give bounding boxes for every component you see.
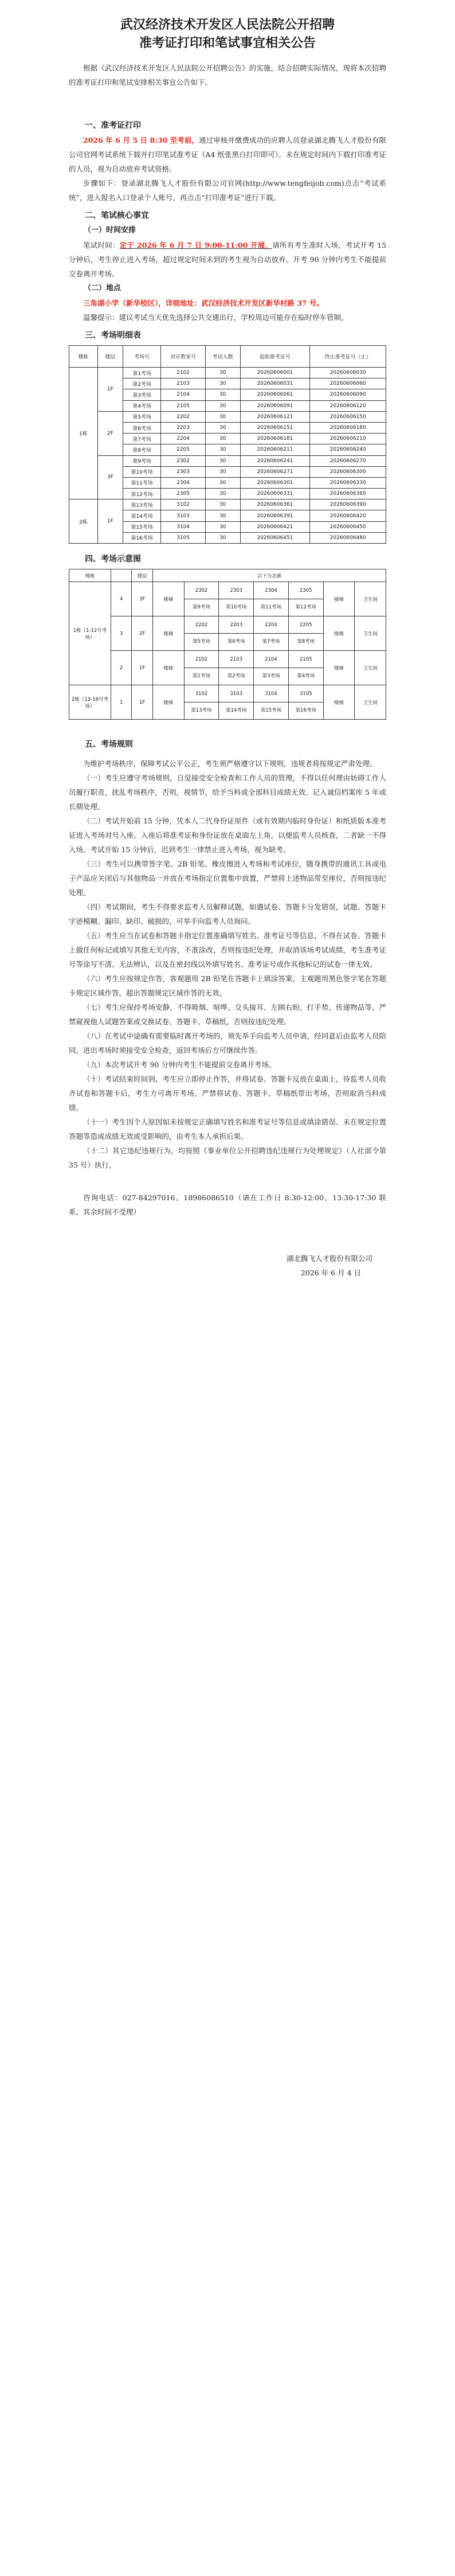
end-id-cell: 20260606480: [310, 532, 386, 543]
section-1-paragraph-1: [69, 133, 386, 176]
classroom-cell: 2102: [161, 368, 205, 378]
end-id-cell: 20260606420: [310, 510, 386, 521]
header-building: 楼栋: [69, 346, 98, 368]
plan-floor-number: 3: [111, 616, 131, 651]
rule-paragraph: （十二）其它违纪违规行为，均按照《事业单位公开招聘违纪违规行为处理规定》（人社部令第 35 号）执行。: [69, 1146, 386, 1169]
room-no-cell: 第1考场: [123, 368, 161, 378]
room-no-cell: 第12考场: [123, 489, 161, 499]
rule-paragraph: （五）考生应当在试卷和答题卡指定位置准确填写姓名、准考证号等信息，不得在试卷、答题卡上做任何标记或填写其他无关内容，不准涂改，否则按违纪处理，并取消该场考试成绩，考生准考证号等涂写不清、无法辨认，以及在密封线以外填写姓名、准考证号或作其他标记的试卷一律无效。: [69, 931, 386, 969]
classroom-cell: 2305: [161, 489, 205, 499]
plan-floor-level: 1F: [132, 685, 152, 720]
plan-floor-number: 4: [111, 582, 131, 616]
plan-floor-level: 2F: [132, 616, 152, 651]
room-no-cell: 第9考场: [123, 455, 161, 466]
toilet-cell: 卫生间: [355, 651, 386, 685]
stairs-cell: 楼梯: [152, 651, 184, 685]
plan-room-label: 第6考场: [219, 634, 254, 651]
room-no-cell: 第11考场: [123, 477, 161, 488]
end-id-cell: 20260606390: [310, 499, 386, 510]
stairs-cell: 楼梯: [152, 616, 184, 651]
place-paragraph: [69, 296, 386, 310]
start-id-cell: 20260606151: [240, 422, 310, 433]
floor-cell: 3F: [97, 455, 123, 499]
room-no-cell: 第3考场: [123, 389, 161, 400]
classroom-cell: 3105: [161, 532, 205, 543]
start-id-cell: 20260606391: [240, 510, 310, 521]
count-cell: 30: [205, 422, 240, 433]
section-5-heading: 五、考场规则: [85, 740, 133, 749]
room-no-cell: 第4考场: [123, 400, 161, 411]
plan-room-label: 第14考场: [219, 702, 254, 720]
room-no-cell: 第7考场: [123, 434, 161, 444]
start-id-cell: 20260606271: [240, 466, 310, 477]
time-paragraph: [69, 238, 386, 281]
exam-room-table: [69, 345, 386, 544]
time-prefix: 笔试时间：: [83, 241, 120, 249]
start-id-cell: 20260606421: [240, 521, 310, 532]
plan-room-label: 第2考场: [219, 668, 254, 685]
room-no-cell: 第16考场: [123, 532, 161, 543]
room-no-cell: 第15考场: [123, 521, 161, 532]
room-no-cell: 第8考场: [123, 444, 161, 455]
stairs-cell: 楼梯: [323, 651, 355, 685]
classroom-cell: 3102: [161, 499, 205, 510]
plan-header-floor: 楼层: [132, 569, 152, 582]
rule-paragraph: （九）本次考试开考 90 分钟内考生不能提前交卷离开考场。: [83, 1060, 276, 1069]
count-cell: 30: [205, 466, 240, 477]
count-cell: 30: [205, 477, 240, 488]
toilet-cell: 卫生间: [355, 616, 386, 651]
end-id-cell: 20260606330: [310, 477, 386, 488]
end-id-cell: 20260606210: [310, 434, 386, 444]
plan-header-building: 楼栋: [69, 569, 111, 582]
header-end-id: 终止准考证号（止）: [310, 346, 386, 368]
header-floor: 楼层: [97, 346, 123, 368]
toilet-cell: 卫生间: [355, 582, 386, 616]
building-cell: 2栋: [69, 499, 98, 544]
plan-room-number: 2305: [288, 582, 323, 599]
classroom-cell: 2303: [161, 466, 205, 477]
exam-time-highlight: 定于 2026 年 6 月 7 日 9:00-11:00 开展，: [119, 241, 273, 249]
start-id-cell: 20260606361: [240, 499, 310, 510]
travel-tip: 温馨提示：建议考试当天优先选择公共交通出行，学校周边可能存在临时停车管制。: [83, 313, 348, 322]
end-id-cell: 20260606240: [310, 444, 386, 455]
plan-room-label: 第3考场: [254, 668, 289, 685]
stairs-cell: 楼梯: [323, 616, 355, 651]
time-rules-text: 请所有考生准时入场，考试开考 15 分钟后，考生停止进入考场，超过规定时间未到的考生视为自动放弃。开考 90 分钟内考生不能提前交卷离开考场。: [69, 241, 386, 278]
plan-room-number: 2103: [219, 651, 254, 668]
header-classroom: 对应教室号: [161, 346, 205, 368]
section-1-heading: 一、准考证打印: [85, 121, 141, 130]
notice-title-line-2: 准考证打印和笔试事宜相关公告: [139, 36, 316, 50]
classroom-cell: 2103: [161, 378, 205, 389]
end-id-cell: 20260606270: [310, 455, 386, 466]
start-id-cell: 20260606331: [240, 489, 310, 499]
end-id-cell: 20260606030: [310, 368, 386, 378]
plan-room-number: 2104: [254, 651, 289, 668]
rule-paragraph: （十一）考生因个人原因如未按规定正确填写姓名和准考证号等信息或填涂错误、未在规定位置答题等造成成绩无效或受影响的，由考生本人承担后果。: [69, 1118, 386, 1141]
room-no-cell: 第13考场: [123, 499, 161, 510]
plan-room-number: 2302: [184, 582, 219, 599]
rule-paragraph: （一）考生应遵守考场规则，自觉接受安全检查和工作人员的管理，不得以任何理由妨碍工作人员履行职责，扰乱考场秩序，否则，视情节，给予当科或全部科目成绩无效、记入诚信档案库 5 年或长期处理。: [69, 774, 386, 811]
stairs-cell: 楼梯: [323, 685, 355, 720]
plan-room-number: 2304: [254, 582, 289, 599]
plan-room-number: 2105: [288, 651, 323, 668]
start-id-cell: 20260606241: [240, 455, 310, 466]
plan-room-label: 第16考场: [288, 702, 323, 720]
rule-paragraph: 为维护考场秩序，保障考试公平公正，考生须严格遵守以下规则，违规者将按规定严肃处理。: [83, 759, 377, 768]
plan-room-label: 第15考场: [254, 702, 289, 720]
room-no-cell: 第5考场: [123, 411, 161, 422]
print-time-highlight: 2026 年 6 月 5 日 8:30 至考前，: [83, 136, 199, 145]
header-count: 考试人数: [205, 346, 240, 368]
table-row: [69, 499, 386, 510]
classroom-cell: 2202: [161, 411, 205, 422]
plan-floor-row: [69, 616, 386, 634]
print-instruction-text: 通过审核并缴费成功的应聘人员登录湖北腾飞人才股份有限公司官网考试系统下载并打印笔试准考证（A4 纸张黑白打印即可）。未在规定时间内下载打印准考证的人员，视为自动放弃考试资格。: [69, 136, 386, 173]
plan-building-cell: 2栋（13-16号考场）: [69, 685, 111, 720]
count-cell: 30: [205, 510, 240, 521]
header-start-id: 起始准考证号: [240, 346, 310, 368]
plan-room-label: 第13考场: [184, 702, 219, 720]
classroom-cell: 2105: [161, 400, 205, 411]
count-cell: 30: [205, 434, 240, 444]
plan-floor-number: 2: [111, 651, 131, 685]
floor-cell: 1F: [97, 368, 123, 412]
rule-paragraph: （六）考生应按规定作答，客观题用 2B 铅笔在答题卡上填涂答案，主观题用黑色签字笔在答题卡规定区域作答，超出答题规定区域作答的无效。: [69, 974, 386, 997]
stairs-cell: 楼梯: [323, 582, 355, 616]
floor-cell: 2F: [97, 411, 123, 455]
plan-floor-row: [69, 582, 386, 599]
exam-place-highlight: 三角湖小学（新华校区），详细地址：武汉经济技术开发区新华村路 37 号。: [83, 299, 324, 307]
rule-paragraph: （二）考试开始前 15 分钟，凭本人二代身份证原件（或有效期内临时身份证）和纸质版本准考证进入考场对号入座。入座后将准考证和身份证放在桌面左上角，以便监考人员核查，二者缺一不得入场。考试开始 15 分钟后，迟到考生一律禁止进入考场，视为缺考。: [69, 817, 386, 854]
start-id-cell: 20260606001: [240, 368, 310, 378]
plan-header-corridor: 以下为走廊: [152, 569, 386, 582]
count-cell: 30: [205, 521, 240, 532]
start-id-cell: 20260606121: [240, 411, 310, 422]
plan-room-number: 2203: [219, 616, 254, 634]
section-2-heading: 二、笔试核心事宜: [85, 211, 149, 220]
plan-room-number: 3105: [288, 685, 323, 702]
classroom-cell: 2205: [161, 444, 205, 455]
count-cell: 30: [205, 400, 240, 411]
building-cell: 1栋: [69, 368, 98, 499]
room-no-cell: 第14考场: [123, 510, 161, 521]
plan-room-number: 2204: [254, 616, 289, 634]
plan-room-number: 3102: [184, 685, 219, 702]
start-id-cell: 20260606211: [240, 444, 310, 455]
classroom-cell: 3104: [161, 521, 205, 532]
plan-room-label: 第12考场: [288, 599, 323, 616]
end-id-cell: 20260606060: [310, 378, 386, 389]
plan-room-label: 第8考场: [288, 634, 323, 651]
plan-room-number: 2202: [184, 616, 219, 634]
start-id-cell: 20260606451: [240, 532, 310, 543]
notice-title-line-1: 武汉经济技术开发区人民法院公开招聘: [120, 18, 335, 32]
plan-room-number: 3103: [219, 685, 254, 702]
start-id-cell: 20260606061: [240, 389, 310, 400]
classroom-cell: 2203: [161, 422, 205, 433]
count-cell: 30: [205, 532, 240, 543]
stairs-cell: 楼梯: [152, 582, 184, 616]
classroom-cell: 2304: [161, 477, 205, 488]
end-id-cell: 20260606120: [310, 400, 386, 411]
count-cell: 30: [205, 455, 240, 466]
place-subheading: （二）地点: [84, 284, 121, 292]
plan-room-number: 2205: [288, 616, 323, 634]
classroom-cell: 2302: [161, 455, 205, 466]
floor-cell: 1F: [97, 499, 123, 544]
toilet-cell: 卫生间: [355, 685, 386, 720]
plan-header-row: [69, 569, 386, 582]
count-cell: 30: [205, 444, 240, 455]
time-subheading: （一）时间安排: [84, 226, 136, 235]
classroom-cell: 2104: [161, 389, 205, 400]
classroom-cell: 2204: [161, 434, 205, 444]
section-3-heading: 三、考场明细表: [85, 331, 141, 340]
rules-list: [69, 756, 386, 1172]
start-id-cell: 20260606091: [240, 400, 310, 411]
plan-room-label: 第7考场: [254, 634, 289, 651]
count-cell: 30: [205, 389, 240, 400]
plan-room-label: 第11考场: [254, 599, 289, 616]
room-no-cell: 第10考场: [123, 466, 161, 477]
section-1-paragraph-2[interactable]: 步骤如下：登录湖北腾飞人才股份有限公司官网(http://www.tengfeijob.com)点击“考试系统”，进入报名入口登录个人账号，再点击“打印准考证”进行下载。: [69, 179, 386, 202]
table-row: [69, 455, 386, 466]
footer-organization: 湖北腾飞人才股份有限公司: [286, 1254, 372, 1263]
start-id-cell: 20260606301: [240, 477, 310, 488]
section-4-heading: 四、考场示意图: [85, 555, 141, 564]
plan-floor-level: 1F: [132, 651, 152, 685]
footer-date: 2026 年 6 月 4 日: [300, 1269, 361, 1277]
plan-floor-number: 1: [111, 685, 131, 720]
plan-room-number: 2102: [184, 651, 219, 668]
room-no-cell: 第2考场: [123, 378, 161, 389]
count-cell: 30: [205, 378, 240, 389]
start-id-cell: 20260606181: [240, 434, 310, 444]
plan-room-label: 第4考场: [288, 668, 323, 685]
end-id-cell: 20260606450: [310, 521, 386, 532]
end-id-cell: 20260606090: [310, 389, 386, 400]
intro-paragraph: 根据《武汉经济技术开发区人民法院公开招聘公告》的实施，结合招聘实际情况，现将本次招聘的准考证打印和笔试安排相关事宜公告如下。: [69, 64, 386, 87]
room-no-cell: 第6考场: [123, 422, 161, 433]
table-row: [69, 411, 386, 422]
plan-room-label: 第9考场: [184, 599, 219, 616]
plan-room-number: 3104: [254, 685, 289, 702]
classroom-cell: 3103: [161, 510, 205, 521]
plan-room-label: 第1考场: [184, 668, 219, 685]
start-id-cell: 20260606031: [240, 378, 310, 389]
header-room-no: 考场号: [123, 346, 161, 368]
stairs-cell: 楼梯: [152, 685, 184, 720]
table-header-row: [69, 346, 386, 368]
contact-paragraph: 咨询电话：027-84297016、18986086510（请在工作日 8:30-12:00、13:30-17:30 联系，其余时间不受理）: [69, 1193, 386, 1216]
count-cell: 30: [205, 489, 240, 499]
plan-floor-row: [69, 685, 386, 702]
end-id-cell: 20260606360: [310, 489, 386, 499]
end-id-cell: 20260606180: [310, 422, 386, 433]
plan-floor-level: 3F: [132, 582, 152, 616]
rule-paragraph: （七）考生应保持考场安静，不得吸烟、喧哗、交头接耳、左顾右盼、打手势、传递物品等，严禁窥视他人试题答案或交换试卷、答题卡、草稿纸，否则按违纪处理。: [69, 1003, 386, 1026]
rule-paragraph: （四）考试期间，考生不得要求监考人员解释试题，如遇试卷、答题卡分发错误，试题、答题卡字迹模糊、漏印、缺印、破损的，可举手向监考人员询问。: [69, 903, 386, 926]
plan-room-label: 第5考场: [184, 634, 219, 651]
plan-room-label: 第10考场: [219, 599, 254, 616]
table-row: [69, 368, 386, 378]
plan-building-cell: 1栋（1-12号考场）: [69, 582, 111, 685]
plan-floor-row: [69, 651, 386, 668]
rule-paragraph: （十）考试结束时间到，考生应立即停止作答，并将试卷、答题卡反放在桌面上，待监考人员收齐试卷和答题卡后，考生方可离开考场。严禁将试卷、答题卡、草稿纸带出考场，否则取消当科成绩。: [69, 1075, 386, 1112]
count-cell: 30: [205, 411, 240, 422]
floor-plan-table: [69, 569, 386, 720]
end-id-cell: 20260606300: [310, 466, 386, 477]
plan-room-number: 2303: [219, 582, 254, 599]
rule-paragraph: （八）在考试中途确有需要临时离开考场的，须先举手向监考人员申请，经同意后由监考人员陪同，进出考场时须接受安全检查，返回考场后方可继续作答。: [69, 1032, 386, 1055]
end-id-cell: 20260606150: [310, 411, 386, 422]
count-cell: 30: [205, 499, 240, 510]
count-cell: 30: [205, 368, 240, 378]
rule-paragraph: （三）考生可以携带签字笔、2B 铅笔、橡皮擦进入考场和考试座位，随身携带的通讯工具或电子产品应关闭后与其他物品一并放在考场指定位置集中放置，严禁将上述物品带至座位，否则按违纪处理。: [69, 860, 386, 897]
